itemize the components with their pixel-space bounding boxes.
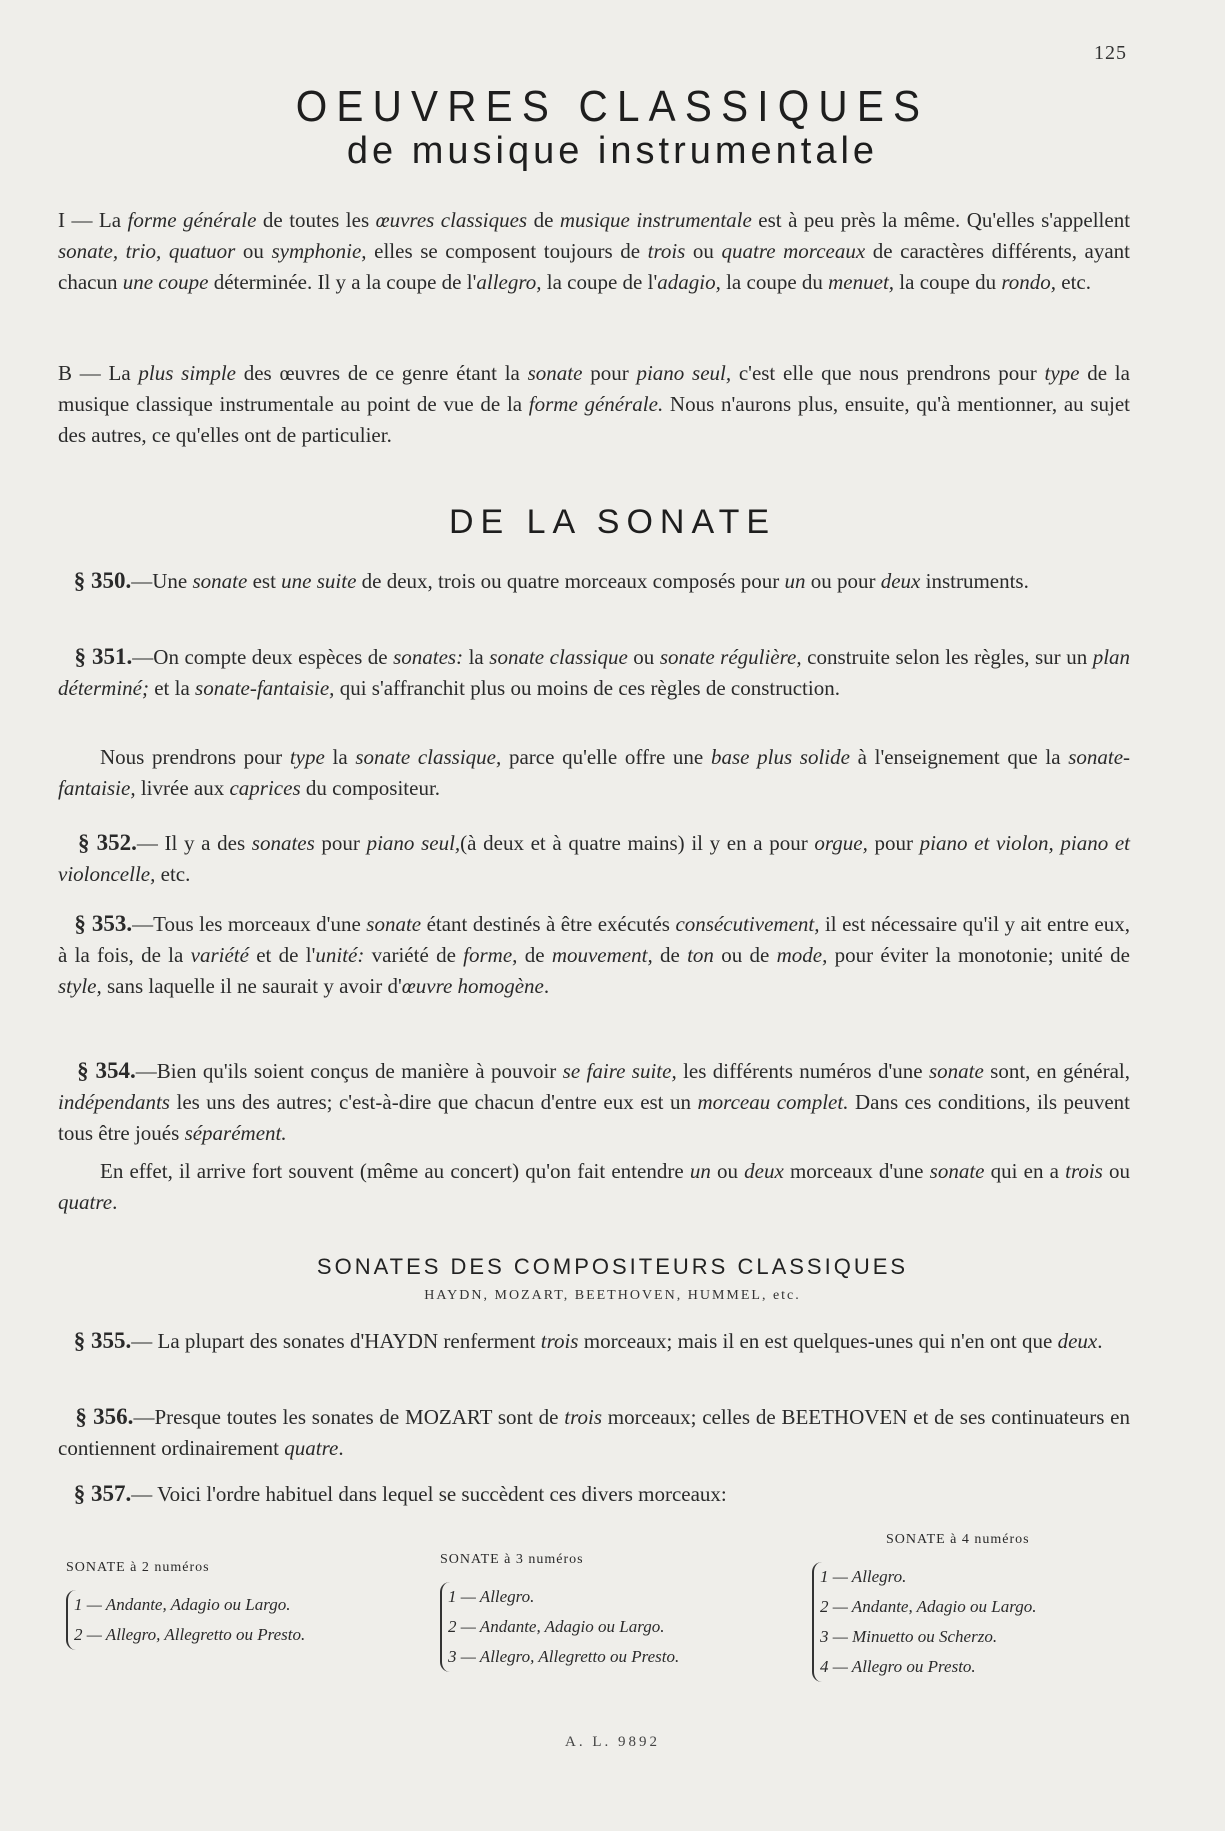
paragraph-352: § 352.— Il y a des sonates pour piano seul,(à deux et à quatre mains) il y en a pour orgue, pour piano et violon, piano et violoncelle, etc.	[58, 830, 1131, 886]
section-number: § 351.	[74, 644, 133, 669]
paragraph-354-b: En effet, il arrive fort souvent (même au concert) qu'on fait entendre un ou deux morceaux d'une sonate qui en a trois ou quatre.	[58, 1159, 1131, 1214]
composers-subheading: HAYDN, MOZART, BEETHOVEN, HUMMEL, etc.	[424, 1288, 801, 1303]
section-number: § 355.	[73, 1328, 132, 1353]
intro-paragraph-2: B — La plus simple des œuvres de ce genre étant la sonate pour piano seul, c'est elle que nous prendrons pour type de la musique classique instrumentale au point de vue de la forme générale. Nous n'aurons plus, ensuite, qu'à mentionner, au sujet des autres, ce qu'elles ont de particulier.	[58, 361, 1131, 447]
paragraph-356: § 356.—Presque toutes les sonates de MOZART sont de trois morceaux; celles de BEETHOVEN et de ses continuateurs en contiennent ordinairement quatre.	[58, 1404, 1130, 1460]
section-number: § 350.	[73, 568, 132, 593]
paragraph-351-b: Nous prendrons pour type la sonate classique, parce qu'elle offre une base plus solide à l'enseignement que la sonate-fantaisie, livrée aux caprices du compositeur.	[58, 745, 1131, 800]
section-number: § 353.	[74, 911, 133, 936]
table-row: 3 — Minuetto ou Scherzo.	[820, 1627, 998, 1646]
section-heading-sonate: DE LA SONATE	[448, 503, 777, 541]
footer-plate-number: A. L. 9892	[565, 1734, 660, 1750]
sonata-table-4	[812, 1532, 1036, 1682]
page-subtitle: de musique instrumentale	[346, 130, 879, 172]
table-heading: SONATE à 4 numéros	[886, 1532, 1030, 1547]
page-number: 125	[1094, 42, 1127, 64]
section-number: § 354.	[77, 1058, 136, 1083]
table-row: 1 — Allegro.	[448, 1587, 535, 1606]
section-number: § 352.	[77, 830, 137, 855]
table-heading: SONATE à 3 numéros	[440, 1552, 584, 1567]
table-row: 2 — Andante, Adagio ou Largo.	[448, 1617, 665, 1636]
table-row: 4 — Allegro ou Presto.	[820, 1657, 976, 1676]
page-title: OEUVRES CLASSIQUES	[295, 82, 930, 131]
paragraph-354: § 354.—Bien qu'ils soient conçus de manière à pouvoir se faire suite, les différents numéros d'une sonate sont, en général, indépendants les uns des autres; c'est-à-dire que chacun d'entre eux est un morceau complet. Dans ces conditions, ils peuvent tous être joués séparément.	[58, 1058, 1131, 1145]
paragraph-353: § 353.—Tous les morceaux d'une sonate étant destinés à être exécutés consécutivement, il est nécessaire qu'il y ait entre eux, à la fois, de la variété et de l'unité: variété de forme, de mouvement, de ton ou de mode, pour éviter la monotonie; unité de style, sans laquelle il ne saurait y avoir d'œuvre homogène.	[58, 911, 1130, 998]
table-row: 3 — Allegro, Allegretto ou Presto.	[448, 1647, 680, 1666]
sonata-table-2	[66, 1560, 305, 1650]
table-row: 1 — Allegro.	[820, 1567, 907, 1586]
paragraph-355: § 355.— La plupart des sonates d'HAYDN renferment trois morceaux; mais il en est quelques-unes qui n'en ont que deux.	[73, 1328, 1103, 1353]
sonata-table-3	[440, 1552, 679, 1672]
section-number: § 356.	[75, 1404, 134, 1429]
paragraph-351: § 351.—On compte deux espèces de sonates: la sonate classique ou sonate régulière, construite selon les règles, sur un plan déterminé; et la sonate-fantaisie, qui s'affranchit plus ou moins de ces règles de construction.	[58, 644, 1131, 700]
table-row: 1 — Andante, Adagio ou Largo.	[74, 1595, 291, 1614]
section-number: § 357.	[73, 1481, 132, 1506]
paragraph-357: § 357.— Voici l'ordre habituel dans lequel se succèdent ces divers morceaux:	[73, 1481, 727, 1506]
intro-paragraph-1: I — La forme générale de toutes les œuvres classiques de musique instrumentale est à peu près la même. Qu'elles s'appellent sonate, trio, quatuor ou symphonie, elles se composent toujours de trois ou quatre morceaux de caractères différents, ayant chacun une coupe déterminée. Il y a la coupe de l'allegro, la coupe de l'adagio, la coupe du menuet, la coupe du rondo, etc.	[58, 208, 1131, 294]
section-heading-composers: SONATES DES COMPOSITEURS CLASSIQUES	[316, 1254, 909, 1279]
table-heading: SONATE à 2 numéros	[66, 1560, 210, 1575]
table-row: 2 — Allegro, Allegretto ou Presto.	[74, 1625, 306, 1644]
paragraph-350: § 350.—Une sonate est une suite de deux, trois ou quatre morceaux composés pour un ou pour deux instruments.	[73, 568, 1029, 593]
table-row: 2 — Andante, Adagio ou Largo.	[820, 1597, 1037, 1616]
